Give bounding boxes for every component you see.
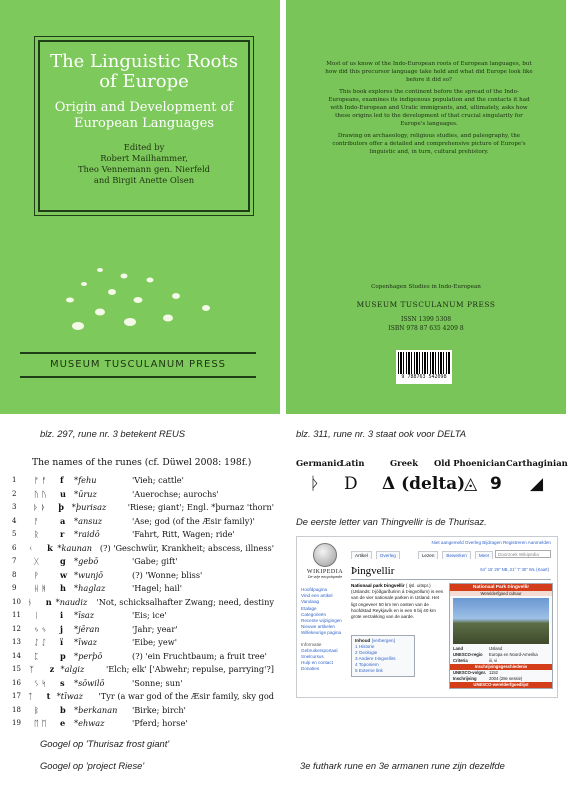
rune-meaning: (?) 'ein Fruchtbaum; a fruit tree' <box>132 650 267 661</box>
infobox-subtitle: Werelderfgoed cultuur <box>450 591 552 596</box>
rune-latin-letter: b <box>60 704 66 715</box>
rune-meaning: 'Hagel; hail' <box>132 583 182 593</box>
alphabet-header-latin: Latin <box>340 458 365 468</box>
toc-title: Inhoud <box>355 638 371 643</box>
toc-toggle[interactable]: [verbergen] <box>371 638 395 643</box>
wiki-tabs <box>351 551 493 559</box>
back-publisher: MUSEUM TUSCULANUM PRESS <box>356 300 496 309</box>
rune-meaning: 'Pferd; horse' <box>132 718 188 728</box>
rune-number: 7 <box>12 557 17 565</box>
rune-meaning: 'Ase; god (of the Æsir family)' <box>132 515 255 526</box>
rune-number: 16 <box>12 678 21 687</box>
toc-item[interactable]: 3 Andere Þingvellirs <box>355 656 396 661</box>
caption-right-top: blz. 311, rune nr. 3 staat ook voor DELTA <box>296 428 467 439</box>
caption-left-bottom-1: Googel op 'Thurisaz frost giant' <box>40 738 170 749</box>
rune-meaning: 'Not, schicksalhafter Zwang; need, destiny <box>96 596 274 607</box>
isbn: ISBN 978 87 635 4209 8 <box>388 325 464 332</box>
blurb-paragraph: Most of us know of the Indo-European roots of European languages, but how did this precursor language take hold and what did Europe look like before it did so? <box>325 61 533 83</box>
infobox-key: UNESCO-volgnr. <box>453 670 487 675</box>
rune-row <box>12 555 274 569</box>
wiki-intro-bold: Nationaal park Þingvellir <box>351 583 405 588</box>
dot <box>81 282 87 286</box>
wiki-infobox <box>449 583 553 689</box>
rune-latin-letter: j <box>60 623 63 634</box>
rune-name: *algiz <box>60 664 85 674</box>
rune-row <box>12 636 274 650</box>
wiki-coordinates[interactable]: 64° 15' 29" NB, 21° 7' 30" WL (Kaart) <box>480 567 549 572</box>
rune-table-heading: The names of the runes (cf. Düwel 2008: 198f.) <box>32 457 252 468</box>
rune-glyph: ᚲ <box>28 542 34 553</box>
rune-row <box>12 501 274 515</box>
rune-row <box>12 488 274 502</box>
wiki-user-links[interactable]: Niet aangemeld Overleg Bijdragen Registreren Aanmelden <box>431 540 551 545</box>
rune-row <box>12 690 274 704</box>
rune-number: 12 <box>12 624 21 633</box>
sidebar-item[interactable]: Willekeurige pagina <box>301 630 342 636</box>
rune-number: 2 <box>12 489 17 498</box>
rune-number: 19 <box>12 719 21 727</box>
sidebar-section-heading: Informatie <box>301 641 322 647</box>
rune-latin-letter: u <box>60 488 66 499</box>
rune-name: *naudiz <box>55 596 88 607</box>
rune-name: *sōwilō <box>74 677 105 688</box>
dot <box>108 289 116 295</box>
infobox-value: IJsland <box>489 646 503 651</box>
wiki-logo-tagline: De vrije encyclopedie <box>307 575 343 579</box>
rune-latin-letter: t <box>46 691 51 701</box>
glyph-phoenician-2: 9 <box>490 474 502 494</box>
glyph-latin: D <box>344 474 358 494</box>
infobox-band[interactable]: UNESCO-werelderfgoedlijst <box>450 682 552 688</box>
rune-glyph: ᚢ ᚢ <box>34 488 47 499</box>
rune-meaning: 'Auerochse; aurochs' <box>132 488 219 499</box>
rune-latin-letter: k <box>47 542 53 553</box>
wiki-page-title: Þingvellir <box>351 565 395 577</box>
rune-number: 4 <box>12 516 17 525</box>
rune-meaning: 'Fahrt, Ritt, Wagen; ride' <box>132 529 235 539</box>
rune-meaning: 'Gabe; gift' <box>132 556 178 566</box>
dot <box>163 315 173 322</box>
barcode-number: 9 788763 542098 <box>401 374 447 380</box>
toc-item[interactable]: 2 Geologie <box>355 650 378 655</box>
sidebar-item[interactable]: Snelcursus <box>301 654 324 660</box>
dot <box>147 278 154 283</box>
rune-glyph: ᛒ <box>34 704 39 715</box>
rune-latin-letter: a <box>60 515 66 526</box>
rune-glyph: ᚷ <box>34 556 39 566</box>
wikipedia-screenshot <box>296 536 558 698</box>
dot <box>121 274 128 279</box>
rune-row <box>12 609 274 623</box>
rune-name: *perþō <box>74 650 103 661</box>
rune-number: 3 <box>12 503 17 511</box>
rune-table <box>12 474 274 731</box>
editor-line: and Birgit Anette Olsen <box>93 175 195 185</box>
rune-name: *ehwaz <box>74 718 105 728</box>
caption-right-mid: De eerste letter van Thingvellir is de Thurisaz. <box>296 516 487 527</box>
infobox-key: UNESCO-regio <box>453 652 483 657</box>
rune-latin-letter: n <box>45 596 52 607</box>
infobox-value: 1152 <box>489 670 499 675</box>
rune-glyph: ᚹ <box>34 569 39 580</box>
caption-left-top: blz. 297, rune nr. 3 betekent REUS <box>40 428 186 439</box>
infobox-title: Nationaal Park Þingvellir <box>450 584 552 591</box>
rune-name: *berkanan <box>74 704 118 715</box>
rune-row <box>12 677 274 691</box>
rune-name: *ūruz <box>74 488 97 499</box>
blurb-paragraph: This book explores the continent before the spread of the Indo-Europeans, examines its indigenous population and the contacts it had with Indo-European and Uralic immigrants, and, ultimately, asks how these origins led to the development of that crucial singularity for Europe's languages. <box>328 89 530 127</box>
infobox-key: Inschrijving <box>453 676 477 681</box>
wiki-logo-name: WIKIPEDIA <box>306 569 344 575</box>
rune-meaning: (?) 'Wonne; bliss' <box>132 569 203 580</box>
rune-latin-letter: s <box>60 677 65 688</box>
series-name: Copenhagen Studies in Indo-European <box>371 284 481 290</box>
toc-item[interactable]: 4 Toponiem <box>355 662 379 667</box>
tab-bewerken[interactable]: Bewerken <box>442 551 470 559</box>
rune-latin-letter: e <box>60 718 66 728</box>
wiki-toc <box>351 635 415 677</box>
dot <box>124 318 136 326</box>
wiki-search-input[interactable]: Doorzoek Wikipedia <box>495 550 551 558</box>
rune-meaning: 'Vieh; cattle' <box>132 475 184 485</box>
dot <box>134 297 143 303</box>
caption-right-bottom: 3e futhark rune en 3e armanen rune zijn dezelfde <box>300 760 505 771</box>
front-cover <box>0 0 280 414</box>
rune-name: *īwaz <box>74 637 97 647</box>
back-cover <box>286 0 566 414</box>
rune-row <box>12 623 274 637</box>
rune-row <box>12 663 274 677</box>
rune-glyph: ᛖ ᛖ <box>34 718 47 728</box>
rune-row <box>12 596 274 610</box>
toc-items <box>355 644 411 674</box>
rune-meaning: 'Sonne; sun' <box>132 677 183 688</box>
infobox-band: Inschrijvingsgeschiedenis <box>450 664 552 670</box>
barcode <box>396 350 452 384</box>
rune-name: *wunjō <box>74 569 104 580</box>
sidebar-item[interactable]: Vandaag <box>301 599 320 605</box>
rune-name: *raidō <box>74 529 100 539</box>
rune-glyph: ᛇ ᛇ <box>34 637 47 647</box>
rune-row <box>12 542 274 556</box>
dot <box>66 298 74 303</box>
rune-number: 6 <box>12 543 17 552</box>
tab-lezen[interactable]: Lezen <box>418 551 439 559</box>
rune-number: 13 <box>12 638 21 646</box>
sidebar-item[interactable]: Gebruikersportaal <box>301 647 338 653</box>
rune-latin-letter: z <box>49 664 55 674</box>
infobox-value: Europa en Noord-Amerika <box>489 652 538 657</box>
rune-number: 14 <box>12 651 21 660</box>
rune-latin-letter: i <box>60 610 64 620</box>
rune-name: *haglaz <box>74 583 106 593</box>
rune-glyph: ᚠ ᚠ <box>34 475 47 485</box>
rune-name: *tīwaz <box>56 691 83 701</box>
rune-row <box>12 704 274 718</box>
caption-left-bottom-2: Googel op 'project Riese' <box>40 760 145 771</box>
wikipedia-globe-icon <box>313 543 337 567</box>
rune-name: *fehu <box>74 475 97 485</box>
alphabet-header-carthaginian: Carthaginian <box>506 458 568 468</box>
rune-meaning: 'Riese; giant'; Engl. *þurnaz 'thorn' <box>127 502 274 512</box>
rune-glyph: ᛊ ᛋ <box>34 677 47 688</box>
rune-number: 1 <box>12 476 17 484</box>
rune-number: 9 <box>12 584 17 592</box>
blurb-paragraph: Drawing on archaeology, religious studies, and paleography, the contributors offer a detailed and comprehensive picture of Europe's linguistic and, in turn, cultural prehistory. <box>332 133 526 155</box>
infobox-value: 2004 (28e sessie) <box>489 676 523 681</box>
rune-glyph: ᛈ <box>34 650 39 661</box>
rune-latin-letter: þ <box>58 502 65 512</box>
infobox-key: Criteria <box>453 658 468 663</box>
rune-row <box>12 474 274 488</box>
glyph-phoenician-1: ◬ <box>464 474 478 494</box>
rune-latin-letter: g <box>60 556 66 566</box>
wiki-intro <box>351 583 445 620</box>
alphabet-header-phoenician: Old Phoenician <box>434 458 506 468</box>
infobox-value: iii, vi <box>489 658 498 663</box>
rune-number: 17 <box>12 692 21 700</box>
rune-glyph: ᛁ <box>34 610 39 620</box>
rune-meaning: (?) 'Geschwür, Krankheit; abscess, illness' <box>99 542 274 553</box>
glyph-carthaginian: ◢ <box>530 474 544 494</box>
sidebar-item[interactable]: Categorieën <box>301 611 327 617</box>
editors-intro: Edited by <box>123 142 165 152</box>
wiki-intro-text: ( Ijsl. uitspr.) (IJslands: Þjóðgarðurinn á Þingvöllum) is een van de vier nationale parken in IJsland. Het ligt ongeveer 50 km ten oosten van de hoofdstad Reykjavík en is een 6 bij 40 km grote verzakking van de aarde. <box>351 583 444 620</box>
wikipedia-logo[interactable] <box>305 543 345 579</box>
back-cover-blurb <box>324 60 534 160</box>
rune-name: *gebō <box>74 556 99 566</box>
glyph-greek: Δ (delta) <box>382 474 466 494</box>
publisher-bar: MUSEUM TUSCULANUM PRESS <box>20 352 256 378</box>
dot <box>72 322 84 330</box>
alphabet-headers <box>296 458 566 472</box>
infobox-key: Land <box>453 646 464 651</box>
rune-number: 5 <box>12 530 17 538</box>
rune-glyph: ᛃ ᛃ <box>34 623 47 634</box>
tab-artikel[interactable]: Artikel <box>351 551 372 559</box>
rune-row <box>12 717 274 731</box>
rune-number: 8 <box>12 570 17 579</box>
sidebar-item[interactable]: Hoofdpagina <box>301 587 328 592</box>
rune-number: 10 <box>12 597 21 606</box>
toc-item[interactable]: 1 Historie <box>355 644 375 649</box>
editor-line: Theo Vennemann gen. Nierfeld <box>77 164 211 174</box>
rune-number: 11 <box>12 611 21 619</box>
rune-number: 18 <box>12 705 21 714</box>
tab-overleg[interactable]: Overleg <box>376 551 400 559</box>
rune-meaning: 'Eis; ice' <box>132 610 167 620</box>
rune-latin-letter: ï <box>60 637 64 647</box>
sidebar-item[interactable]: Vind een artikel <box>301 593 333 599</box>
alphabet-header-germanic: Germanic <box>296 458 342 468</box>
rune-latin-letter: f <box>60 475 64 485</box>
barcode-bars <box>398 352 450 374</box>
alphabet-header-greek: Greek <box>390 458 419 468</box>
issn: ISSN 1399 5308 <box>400 316 452 323</box>
toc-item[interactable]: 5 Externe link <box>355 668 383 673</box>
rune-glyph: ᛏ <box>27 691 33 701</box>
rune-latin-letter: r <box>60 529 65 539</box>
rune-name: *ansuz <box>74 515 103 526</box>
dot <box>97 268 103 272</box>
rune-meaning: 'Elch; elk' ['Abwehr; repulse, parrying'?] <box>105 664 274 674</box>
rune-row <box>12 528 274 542</box>
back-cover-meta <box>326 283 526 333</box>
infobox-photo[interactable] <box>453 598 549 644</box>
wiki-title-rule <box>351 579 551 580</box>
rune-meaning: 'Birke; birch' <box>132 704 186 715</box>
rune-glyph: ᚨ <box>34 515 39 526</box>
rune-name: *īsaz <box>74 610 95 620</box>
rune-row <box>12 515 274 529</box>
rune-meaning: 'Tyr (a war god of the Æsir family, sky god <box>98 691 274 701</box>
alphabet-glyphs <box>296 474 566 504</box>
rune-name: *jēran <box>74 623 100 634</box>
rune-row <box>12 569 274 583</box>
rune-meaning: 'Eibe; yew' <box>132 637 178 647</box>
rune-glyph: ᛉ <box>29 664 35 674</box>
rune-latin-letter: p <box>60 650 66 661</box>
rune-meaning: 'Jahr; year' <box>132 623 178 634</box>
rune-glyph: ᚦ ᚦ <box>33 502 46 512</box>
dot <box>202 305 210 311</box>
wiki-sidebar <box>301 587 347 673</box>
dot <box>172 293 180 299</box>
tab-meer[interactable]: Meer <box>475 551 493 559</box>
rune-glyph: ᚺ ᚻ <box>34 583 47 593</box>
glyph-germanic: ᚦ <box>310 474 321 494</box>
rune-latin-letter: h <box>60 583 66 593</box>
dot <box>95 309 105 316</box>
sidebar-item[interactable]: Donaties <box>301 666 320 672</box>
rune-number: 15 <box>12 665 21 673</box>
book-subtitle: Origin and Development of European Languages <box>54 100 234 131</box>
rune-name: *kaunan <box>57 542 93 553</box>
sidebar-item[interactable]: Etalage <box>301 605 317 611</box>
rune-row <box>12 650 274 664</box>
rune-glyph: ᚱ <box>34 529 39 539</box>
sidebar-item[interactable]: Hulp en contact <box>301 660 333 666</box>
rune-row <box>12 582 274 596</box>
sidebar-item[interactable]: Recente wijzigingen <box>301 618 342 624</box>
rune-latin-letter: w <box>60 569 68 580</box>
sidebar-item[interactable]: Nieuwe artikelen <box>301 624 335 630</box>
rune-name: *þurisaz <box>71 502 107 512</box>
editor-line: Robert Mailhammer, <box>100 153 188 163</box>
rune-glyph: ᚾ <box>27 596 33 607</box>
book-title: The Linguistic Roots of Europe <box>50 51 238 92</box>
